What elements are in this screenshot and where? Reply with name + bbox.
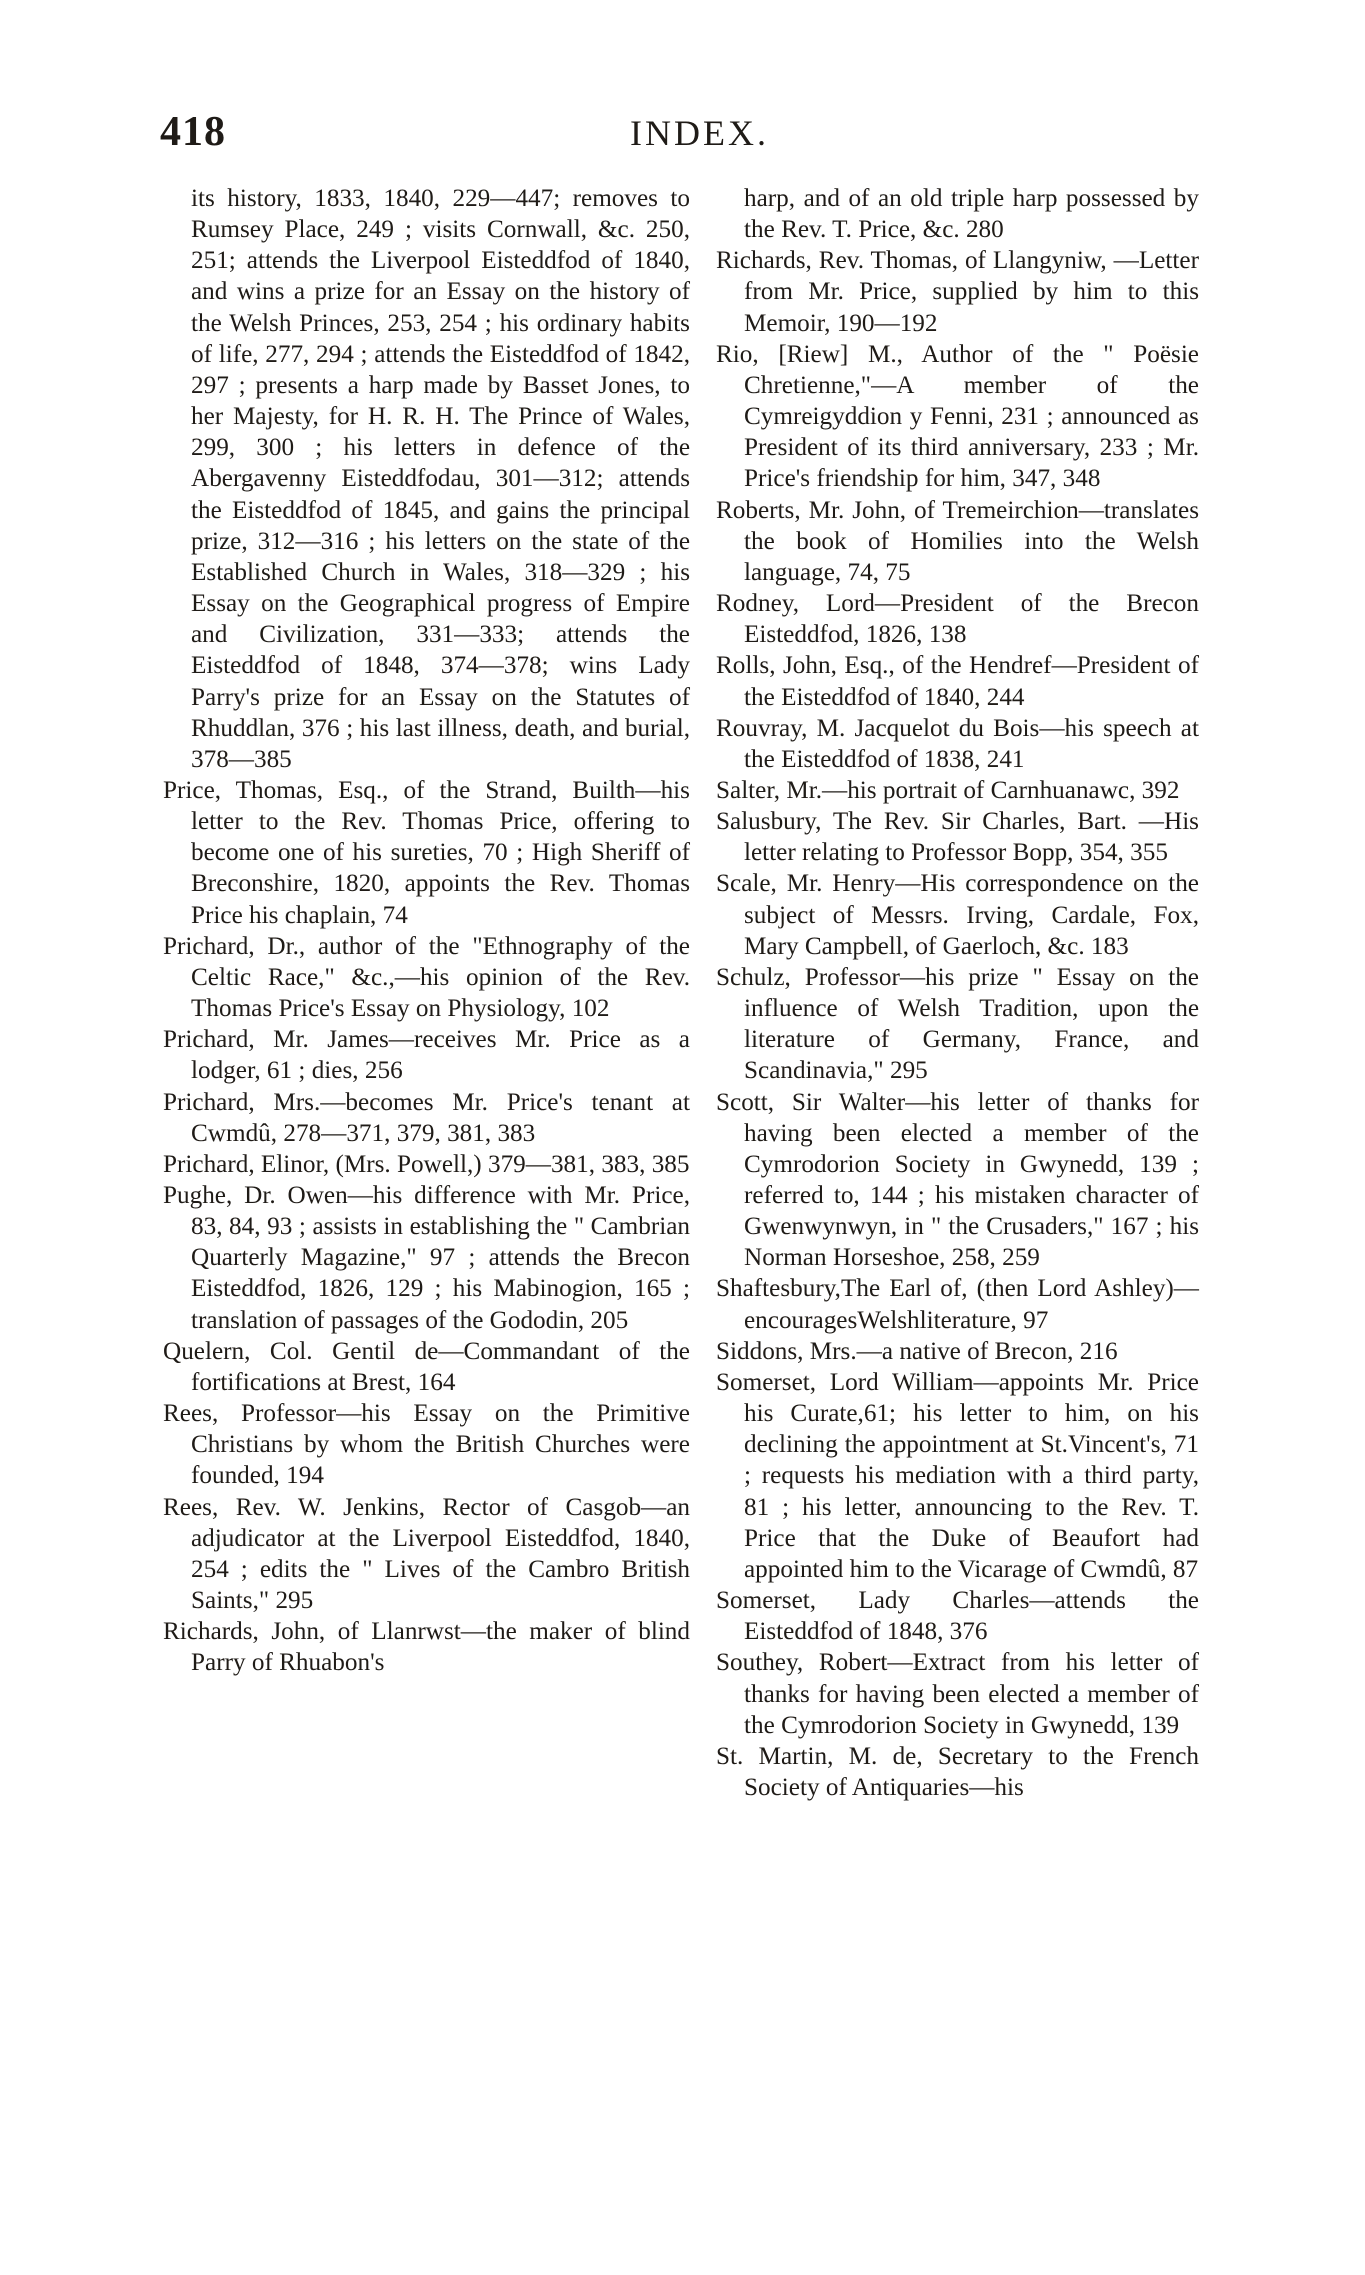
index-entry: Rolls, John, Esq., of the Hendref—President of the Eisteddfod of 1840, 244 bbox=[716, 652, 1199, 711]
index-entry: Southey, Robert—Extract from his letter of thanks for having been elected a member of the Cymrodorion Society in Gwynedd, 139 bbox=[716, 1649, 1199, 1739]
index-entry: Richards, John, of Llanrwst—the maker of blind Parry of Rhuabon's bbox=[163, 1618, 690, 1677]
index-entry: Scale, Mr. Henry—His correspondence on the subject of Messrs. Irving, Cardale, Fox, Mary Campbell, of Gaerloch, &c. 183 bbox=[716, 870, 1199, 960]
page-header bbox=[160, 108, 1210, 158]
index-entry: Scott, Sir Walter—his letter of thanks for having been elected a member of the Cymrodorion Society in Gwynedd, 139 ; referred to, 144 ; his mistaken character of Gwenwynwyn, in " the Crusaders," 167 ; his Norman Horseshoe, 258, 259 bbox=[716, 1088, 1199, 1272]
index-entry: Siddons, Mrs.—a native of Brecon, 216 bbox=[716, 1337, 1118, 1365]
index-entry: Somerset, Lady Charles—attends the Eisteddfod of 1848, 376 bbox=[716, 1587, 1199, 1646]
index-entry: Roberts, Mr. John, of Tremeirchion—translates the book of Homilies into the Welsh language, 74, 75 bbox=[716, 496, 1199, 586]
index-entry: Shaftesbury,The Earl of, (then Lord Ashley)—encouragesWelshliterature, 97 bbox=[716, 1275, 1199, 1334]
index-entry: Somerset, Lord William—appoints Mr. Price his Curate,61; his letter to him, on his declining the appointment at St.Vincent's, 71 ; requests his mediation with a third party, 81 ; his letter, announcing to the Rev. T. Price that the Duke of Beaufort had appointed him to the Vicarage of Cwmdû, 87 bbox=[716, 1368, 1199, 1583]
index-entry: Rodney, Lord—President of the Brecon Eisteddfod, 1826, 138 bbox=[716, 590, 1199, 649]
index-entry: harp, and of an old triple harp possessed by the Rev. T. Price, &c. 280 bbox=[744, 185, 1199, 244]
index-entry: Rees, Rev. W. Jenkins, Rector of Casgob—an adjudicator at the Liverpool Eisteddfod, 1840, 254 ; edits the " Lives of the Cambro British Saints," 295 bbox=[163, 1493, 690, 1615]
index-entry: its history, 1833, 1840, 229—447; removes to Rumsey Place, 249 ; visits Cornwall, &c. 250, 251; attends the Liverpool Eisteddfod of 1840, and wins a prize for an Essay on the history of the Welsh Princes, 253, 254 ; his ordinary habits of life, 277, 294 ; attends the Eisteddfod of 1842, 297 ; presents a harp made by Basset Jones, to her Majesty, for H. R. H. The Prince of Wales, 299, 300 ; his letters in defence of the Abergavenny Eisteddfodau, 301—312; attends the Eisteddfod of 1845, and gains the principal prize, 312—316 ; his letters on the state of the Established Church in Wales, 318—329 ; his Essay on the Geographical progress of Empire and Civilization, 331—333; attends the Eisteddfod of 1848, 374—378; wins Lady Parry's prize for an Essay on the Statutes of Rhuddlan, 376 ; his last illness, death, and burial, 378—385 bbox=[191, 185, 690, 773]
index-entry: Quelern, Col. Gentil de—Commandant of the fortifications at Brest, 164 bbox=[163, 1337, 690, 1396]
index-entry: Salter, Mr.—his portrait of Carnhuanawc, 392 bbox=[716, 776, 1180, 804]
left-column bbox=[163, 183, 690, 1679]
index-entry: Schulz, Professor—his prize " Essay on the influence of Welsh Tradition, upon the literature of Germany, France, and Scandinavia," 295 bbox=[716, 963, 1199, 1085]
index-entry: Price, Thomas, Esq., of the Strand, Builth—his letter to the Rev. Thomas Price, offering to become one of his sureties, 70 ; High Sheriff of Breconshire, 1820, appoints the Rev. Thomas Price his chaplain, 74 bbox=[163, 776, 690, 929]
index-entry: Richards, Rev. Thomas, of Llangyniw, —Letter from Mr. Price, supplied by him to this Memoir, 190—192 bbox=[716, 247, 1199, 337]
index-entry: Prichard, Mrs.—becomes Mr. Price's tenant at Cwmdû, 278—371, 379, 381, 383 bbox=[163, 1088, 690, 1147]
page-number: 418 bbox=[160, 109, 226, 155]
right-column bbox=[716, 183, 1199, 1803]
index-entry: Rouvray, M. Jacquelot du Bois—his speech at the Eisteddfod of 1838, 241 bbox=[716, 714, 1199, 773]
index-entry: St. Martin, M. de, Secretary to the French Society of Antiquaries—his bbox=[716, 1742, 1199, 1801]
index-entry: Prichard, Mr. James—receives Mr. Price as a lodger, 61 ; dies, 256 bbox=[163, 1026, 690, 1085]
running-head: INDEX. bbox=[630, 113, 769, 153]
index-entry: Prichard, Elinor, (Mrs. Powell,) 379—381, 383, 385 bbox=[163, 1150, 690, 1178]
index-entry: Prichard, Dr., author of the "Ethnography of the Celtic Race," &c.,—his opinion of the Rev. Thomas Price's Essay on Physiology, 102 bbox=[163, 932, 690, 1023]
index-entry: Rio, [Riew] M., Author of the " Poësie Chretienne,"—A member of the Cymreigyddion y Fenni, 231 ; announced as President of its third anniversary, 233 ; Mr. Price's friendship for him, 347, 348 bbox=[716, 340, 1199, 493]
index-entry: Rees, Professor—his Essay on the Primitive Christians by whom the British Churches were founded, 194 bbox=[163, 1400, 690, 1490]
index-entry: Pughe, Dr. Owen—his difference with Mr. Price, 83, 84, 93 ; assists in establishing the " Cambrian Quarterly Magazine," 97 ; attends the Brecon Eisteddfod, 1826, 129 ; his Mabinogion, 165 ; translation of passages of the Gododin, 205 bbox=[163, 1182, 690, 1334]
index-entry: Salusbury, The Rev. Sir Charles, Bart. —His letter relating to Professor Bopp, 354, 355 bbox=[716, 808, 1199, 867]
